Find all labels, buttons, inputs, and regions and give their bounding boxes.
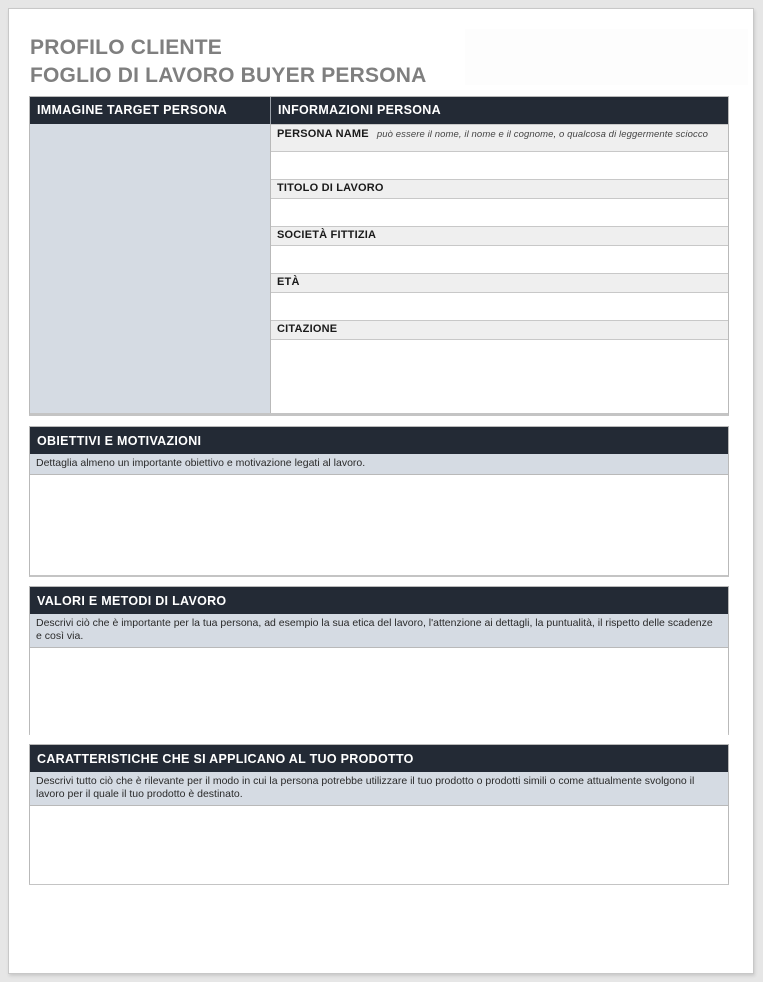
persona-name-label: PERSONA NAME [277, 128, 369, 140]
values-description: Descrivi ciò che è importante per la tua persona, ad esempio la sua etica del lavoro, l'attenzione ai dettagli, la puntualità, il rispetto delle scadenze e così via. [30, 614, 728, 648]
quote-label: CITAZIONE [271, 320, 728, 340]
goals-field[interactable] [30, 475, 728, 575]
product-characteristics-section [29, 744, 729, 885]
goals-section [29, 426, 729, 577]
persona-info-table [29, 96, 729, 416]
job-title-label: TITOLO DI LAVORO [271, 179, 728, 199]
quote-field[interactable] [271, 340, 728, 413]
goals-header: OBIETTIVI E MOTIVAZIONI [30, 427, 728, 454]
product-characteristics-description: Descrivi tutto ciò che è rilevante per il modo in cui la persona potrebbe utilizzare il tuo prodotto o prodotti simili o come attualmente svolgono il lavoro per il quale il tuo prodotto è destinato. [30, 772, 728, 806]
values-field[interactable] [30, 648, 728, 738]
page-subtitle: FOGLIO DI LAVORO BUYER PERSONA [30, 64, 427, 87]
company-label: SOCIETÀ FITTIZIA [271, 226, 728, 246]
persona-info-header: INFORMAZIONI PERSONA [271, 97, 728, 124]
page-title: PROFILO CLIENTE [30, 36, 222, 59]
persona-image-area[interactable] [30, 124, 271, 413]
age-label: ETÀ [271, 273, 728, 293]
age-field[interactable] [271, 293, 728, 320]
persona-name-hint: può essere il nome, il nome e il cognome, o qualcosa di leggermente sciocco [376, 129, 709, 140]
values-section [29, 586, 729, 735]
image-target-header: IMMAGINE TARGET PERSONA [30, 97, 271, 124]
job-title-field[interactable] [271, 199, 728, 226]
product-characteristics-field[interactable] [30, 806, 728, 884]
logo-placeholder [465, 29, 748, 85]
persona-info-fields [271, 124, 728, 413]
persona-name-field[interactable] [271, 152, 728, 179]
persona-name-label-row [271, 124, 728, 152]
company-field[interactable] [271, 246, 728, 273]
product-characteristics-header: CARATTERISTICHE CHE SI APPLICANO AL TUO PRODOTTO [30, 745, 728, 772]
values-header: VALORI E METODI DI LAVORO [30, 587, 728, 614]
goals-description: Dettaglia almeno un importante obiettivo e motivazione legati al lavoro. [30, 454, 728, 475]
